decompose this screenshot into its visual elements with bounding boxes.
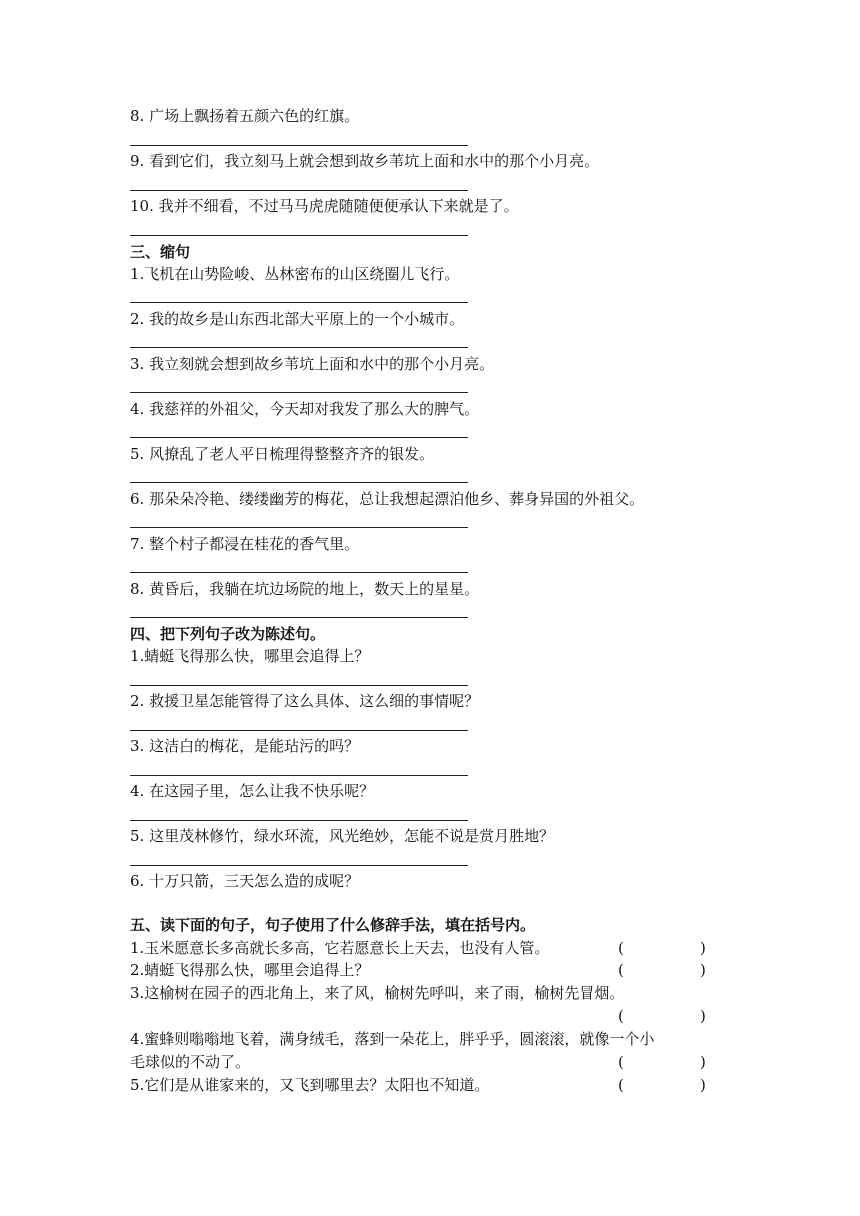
- answer-line[interactable]: [130, 527, 468, 528]
- section-heading: 四、把下列句子改为陈述句。: [130, 625, 326, 643]
- answer-line[interactable]: [130, 347, 468, 348]
- exercise-sentence: 3.这榆树在园子的西北角上，来了风，榆树先呼叫，来了雨，榆树先冒烟。: [130, 984, 625, 1002]
- answer-line[interactable]: [130, 437, 468, 438]
- exercise-sentence: 1.飞机在山势险峻、丛林密布的山区绕圈儿飞行。: [130, 265, 460, 283]
- exercise-sentence: 6. 十万只箭，三天怎么造的成呢？: [130, 872, 360, 890]
- answer-line[interactable]: [130, 685, 468, 686]
- exercise-sentence: 4. 在这园子里，怎么让我不快乐呢？: [130, 782, 375, 800]
- exercise-sentence: 9. 看到它们，我立刻马上就会想到故乡苇坑上面和水中的那个小月亮。: [130, 152, 600, 170]
- exercise-sentence: 3. 我立刻就会想到故乡苇坑上面和水中的那个小月亮。: [130, 355, 495, 373]
- exercise-sentence: 4.蜜蜂则嗡嗡地飞着，满身绒毛，落到一朵花上，胖乎乎，圆滚滚，就像一个小: [130, 1030, 655, 1048]
- answer-line[interactable]: [130, 190, 468, 191]
- section-heading: 五、读下面的句子，句子使用了什么修辞手法，填在括号内。: [130, 916, 536, 934]
- exercise-sentence: 2.蜻蜓飞得那么快，哪里会追得上？: [130, 961, 370, 979]
- exercise-sentence: 1.蜻蜓飞得那么快，哪里会追得上？: [130, 647, 370, 665]
- exercise-sentence: 3. 这洁白的梅花，是能玷污的吗？: [130, 737, 360, 755]
- exercise-sentence: 2. 我的故乡是山东西北部大平原上的一个小城市。: [130, 310, 465, 328]
- exercise-sentence: 10. 我并不细看，不过马马虎虎随随便便承认下来就是了。: [130, 197, 519, 215]
- exercise-sentence: 2. 救援卫星怎能管得了这么具体、这么细的事情呢？: [130, 692, 480, 710]
- exercise-sentence: 8. 黄昏后，我躺在坑边场院的地上，数天上的星星。: [130, 580, 480, 598]
- exercise-sentence: 6. 那朵朵冷艳、缕缕幽芳的梅花，总让我想起漂泊他乡、葬身异国的外祖父。: [130, 490, 645, 508]
- exercise-sentence: 5. 这里茂林修竹，绿水环流，风光绝妙，怎能不说是赏月胜地？: [130, 827, 555, 845]
- exercise-sentence: 7. 整个村子都浸在桂花的香气里。: [130, 535, 360, 553]
- answer-line[interactable]: [130, 482, 468, 483]
- answer-line[interactable]: [130, 820, 468, 821]
- answer-line[interactable]: [130, 235, 468, 236]
- exercise-sentence: 5.它们是从谁家来的，又飞到哪里去？太阳也不知道。: [130, 1076, 490, 1094]
- exercise-sentence: 毛球似的不动了。: [130, 1053, 251, 1071]
- answer-line[interactable]: [130, 730, 468, 731]
- answer-line[interactable]: [130, 572, 468, 573]
- answer-line[interactable]: [130, 145, 468, 146]
- section-heading: 三、缩句: [130, 243, 191, 261]
- answer-line[interactable]: [130, 865, 468, 866]
- exercise-sentence: 8. 广场上飘扬着五颜六色的红旗。: [130, 107, 360, 125]
- answer-line[interactable]: [130, 392, 468, 393]
- answer-line[interactable]: [130, 617, 468, 618]
- answer-line[interactable]: [130, 302, 468, 303]
- exercise-sentence: 1.玉米愿意长多高就长多高，它若愿意长上天去，也没有人管。: [130, 939, 550, 957]
- exercise-sentence: 4. 我慈祥的外祖父，今天却对我发了那么大的脾气。: [130, 400, 480, 418]
- answer-line[interactable]: [130, 775, 468, 776]
- exercise-sentence: 5. 风撩乱了老人平日梳理得整整齐齐的银发。: [130, 445, 435, 463]
